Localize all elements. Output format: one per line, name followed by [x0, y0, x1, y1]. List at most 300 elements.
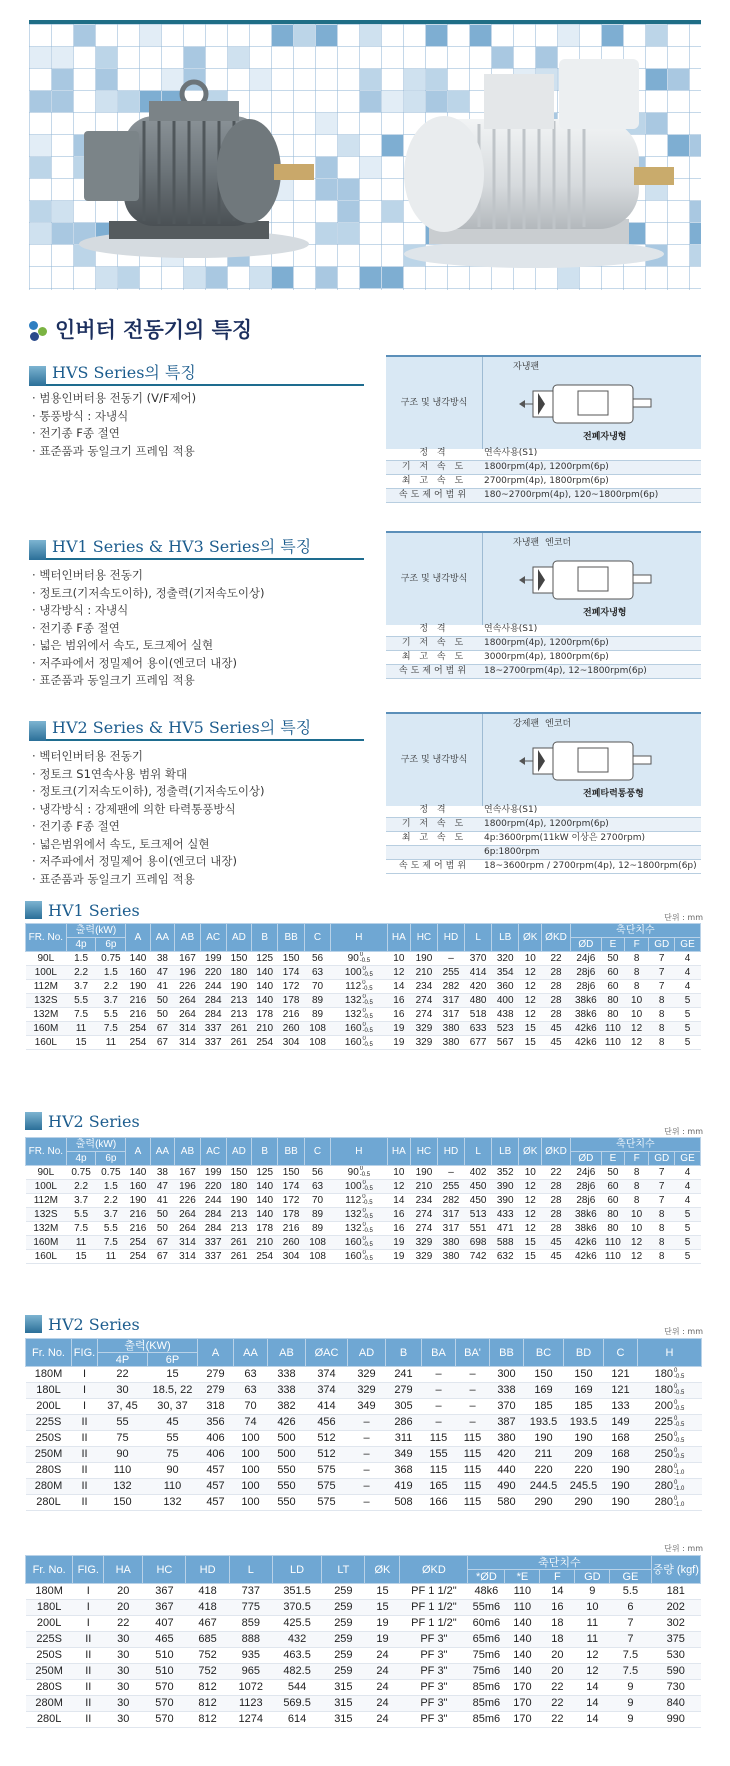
table-cell: 8 [649, 994, 675, 1008]
table-cell: 185 [564, 1399, 604, 1415]
table-cell: 8 [649, 1208, 675, 1222]
table-cell: 30 [104, 1632, 143, 1648]
table-cell: 304 [278, 1250, 305, 1264]
table-cell: 315 [322, 1712, 365, 1728]
table-cell: 90L [26, 952, 67, 966]
table-cell: 193.5 [564, 1415, 604, 1431]
column-header: BC [524, 1339, 564, 1367]
table-cell: 254 [126, 1022, 150, 1036]
table-cell: 24j6 [570, 952, 601, 966]
structure-label: 구조 및 냉각방식 [386, 714, 483, 806]
table-cell: 170 [505, 1712, 540, 1728]
spec-value: 2700rpm(4p), 1800rpm(6p) [484, 476, 609, 486]
header-row [26, 924, 701, 938]
table-cell: 590 [651, 1664, 701, 1680]
feature-item: · 벡터인버터용 전동기 [32, 748, 265, 766]
hv1-unit: 단위 : mm [664, 913, 703, 922]
table-cell: 20 [104, 1584, 143, 1600]
table-cell: 419 [386, 1479, 422, 1495]
column-header: HC [410, 1138, 437, 1166]
table-cell: PF 3" [400, 1680, 468, 1696]
table-cell: 8 [649, 1250, 675, 1264]
table-row [26, 1250, 701, 1264]
table-cell: 45 [542, 1036, 570, 1050]
tolerance [363, 994, 373, 1006]
hero-tile [184, 267, 205, 288]
hv2-large-table-title [25, 1315, 140, 1334]
table-cell: 220 [200, 966, 226, 980]
table-cell: 63 [305, 966, 331, 980]
spec-key: 정 격 [419, 448, 449, 458]
column-header: FIG. [73, 1556, 104, 1584]
hero-tile [250, 267, 271, 288]
tolerance [674, 1416, 684, 1428]
table-row [26, 952, 701, 966]
table-cell: 210 [252, 1236, 278, 1250]
table-cell: 10 [624, 1008, 648, 1022]
table-cell: 510 [143, 1648, 186, 1664]
tolerance [362, 1194, 372, 1206]
diagram-label: 엔코더 [545, 719, 572, 729]
table-cell: 12 [624, 1022, 648, 1036]
spec-key: 기 저 속 도 [401, 638, 467, 648]
table-cell: I [73, 1584, 104, 1600]
table-cell: I [73, 1616, 104, 1632]
table-cell: 80 [601, 1008, 624, 1022]
table-cell: 110 [601, 1236, 624, 1250]
table-cell: 210 [252, 1022, 278, 1036]
table-cell: 100 [234, 1431, 268, 1447]
table-cell: 45 [542, 1250, 570, 1264]
table-cell [330, 994, 387, 1008]
table-cell [330, 1250, 387, 1264]
hero-tile [690, 223, 701, 244]
table-cell: 75m6 [468, 1664, 505, 1680]
table-cell: 172 [278, 1194, 305, 1208]
column-header: 4p [66, 1152, 96, 1166]
table-cell: 140 [252, 980, 278, 994]
table-cell: 28 [542, 1222, 570, 1236]
cell-value: 160 [344, 1251, 362, 1262]
column-header: ØK [365, 1556, 400, 1584]
hv2-large-unit: 단위 : mm [664, 1327, 703, 1336]
table-cell: 5 [675, 1222, 701, 1236]
table-cell: 115 [422, 1463, 456, 1479]
column-header: AB [175, 1138, 201, 1166]
table-cell: 7 [649, 952, 675, 966]
table-cell: 7.5 [610, 1664, 651, 1680]
table-cell: 457 [198, 1495, 234, 1511]
table-cell: 150 [524, 1367, 564, 1383]
feature-item: · 정토크(기저속도이하), 정출력(기저속도이상) [32, 783, 265, 801]
tolerance-upper: 0 [674, 1464, 678, 1471]
table-cell: 255 [437, 966, 464, 980]
table-cell: 314 [175, 1250, 201, 1264]
table-cell: 12 [519, 966, 542, 980]
table-cell: 190 [604, 1495, 638, 1511]
column-header: AB [268, 1339, 306, 1367]
column-header: F [624, 938, 648, 952]
table-cell: 42k6 [570, 1236, 601, 1250]
hero-tile [228, 47, 249, 68]
table-cell: 42k6 [570, 1022, 601, 1036]
column-header: Fr. No. [26, 1339, 72, 1367]
table-cell: 329 [410, 1036, 437, 1050]
spec-key: 정 격 [419, 805, 449, 815]
hero-tile [558, 25, 579, 46]
column-header: 축단치수 [570, 1138, 700, 1152]
table-cell: 210 [410, 1180, 437, 1194]
table-cell: 15 [148, 1367, 198, 1383]
feature-item: · 넓은범위에서 속도, 토크제어 실현 [32, 836, 265, 854]
header-row [26, 1556, 701, 1570]
column-header: 축단치수 [570, 924, 700, 938]
spec-row [386, 860, 701, 874]
table-cell: 125 [252, 952, 278, 966]
table-cell: 254 [252, 1036, 278, 1050]
tolerance [674, 1448, 684, 1460]
table-cell: 752 [186, 1664, 229, 1680]
table-cell: 4 [675, 952, 701, 966]
tolerance-lower: -0.5 [359, 1172, 371, 1179]
table-cell: 10 [624, 1222, 648, 1236]
table-cell [638, 1495, 702, 1511]
structure-label: 구조 및 냉각방식 [386, 357, 483, 449]
table-cell: 16 [387, 994, 410, 1008]
tolerance [674, 1384, 684, 1396]
tolerance [360, 952, 370, 964]
table-cell: 30, 37 [148, 1399, 198, 1415]
feature-item: · 저주파에서 정밀제어 용이(엔코더 내장) [32, 655, 265, 673]
table-cell: 284 [200, 994, 226, 1008]
table-cell: 55m6 [468, 1600, 505, 1616]
table-cell: 329 [410, 1236, 437, 1250]
table-cell [638, 1383, 702, 1399]
table-cell: 261 [226, 1250, 252, 1264]
column-header: AB [175, 924, 201, 952]
table-cell: 315 [322, 1696, 365, 1712]
table-cell: 390 [492, 1180, 519, 1194]
table-cell: 181 [651, 1584, 701, 1600]
table-cell: 259 [322, 1632, 365, 1648]
table-cell: 216 [126, 1208, 150, 1222]
tolerance-lower: -0.5 [362, 1014, 373, 1021]
table-cell: 264 [175, 1008, 201, 1022]
hero-tile [140, 25, 161, 46]
column-header: C [305, 1138, 331, 1166]
feature-item: · 표준품과 동일크기 프레임 적용 [32, 443, 196, 461]
table-cell: 110 [601, 1022, 624, 1036]
table-cell: 418 [186, 1600, 229, 1616]
column-header: BB [278, 1138, 305, 1166]
table-cell: 60 [601, 1180, 624, 1194]
tolerance [674, 1400, 684, 1412]
column-header: 중량 (kgf) [651, 1556, 701, 1584]
table-cell: 110 [505, 1584, 540, 1600]
table-cell: 65m6 [468, 1632, 505, 1648]
table-cell: 140 [505, 1648, 540, 1664]
tolerance-lower: -0.5 [362, 1214, 373, 1221]
table-cell: 274 [410, 1008, 437, 1022]
table-cell: 234 [410, 980, 437, 994]
table-cell: 15 [519, 1022, 542, 1036]
spec-value: 연속사용(S1) [484, 805, 538, 815]
table-cell: 132S [26, 1208, 67, 1222]
table-cell: 8 [649, 1008, 675, 1022]
table-cell: 15 [365, 1600, 400, 1616]
table-cell: 210 [410, 966, 437, 980]
column-header: AD [226, 924, 252, 952]
hero-tile [30, 47, 51, 68]
table-cell: 178 [252, 1008, 278, 1022]
table-cell: 7.5 [96, 1236, 126, 1250]
table-cell: 349 [386, 1447, 422, 1463]
diagram-label: 강제팬 [513, 719, 540, 729]
table-cell: 100 [234, 1447, 268, 1463]
table-cell: 280M [26, 1696, 73, 1712]
table-cell: 60 [601, 1194, 624, 1208]
table-cell: 3.7 [66, 980, 96, 994]
spec-box [386, 712, 701, 874]
table-cell: 28 [542, 966, 570, 980]
table-cell: 63 [234, 1367, 268, 1383]
table-cell: II [72, 1447, 98, 1463]
table-cell: 150 [226, 952, 252, 966]
table-cell: 168 [604, 1447, 638, 1463]
table-cell: 22 [98, 1367, 148, 1383]
hv1-title-text: HV1 Series [48, 901, 140, 920]
table-cell: 100 [234, 1495, 268, 1511]
table-cell: 19 [387, 1250, 410, 1264]
diagram-caption: 전폐자냉형 [583, 608, 627, 618]
cell-value: 180 [654, 1384, 673, 1396]
table-cell [638, 1399, 702, 1415]
tolerance-upper: 0 [674, 1448, 678, 1455]
table-cell: 7.5 [610, 1648, 651, 1664]
table-cell: 38k6 [570, 994, 601, 1008]
table-cell: 0.75 [66, 1166, 96, 1180]
table-cell: 213 [226, 1222, 252, 1236]
table-cell: 370 [465, 952, 492, 966]
column-header: HD [186, 1556, 229, 1584]
column-header: GE [675, 1152, 701, 1166]
feature-item: · 정토크 S1연속사용 범위 확대 [32, 766, 265, 784]
table-cell: 167 [175, 952, 201, 966]
table-cell: 250S [26, 1648, 73, 1664]
table-row [26, 1680, 701, 1696]
table-cell: 7 [649, 1194, 675, 1208]
spec-row [386, 489, 701, 503]
table-cell: 108 [305, 1250, 331, 1264]
table-row [26, 1431, 702, 1447]
table-cell: 10 [519, 1166, 542, 1180]
table-cell: 1.5 [66, 952, 96, 966]
table-cell: II [72, 1431, 98, 1447]
table-cell: 38k6 [570, 1008, 601, 1022]
diagram-label: 자냉팬 [513, 538, 540, 548]
table-cell: – [422, 1399, 456, 1415]
features-section-title [29, 314, 252, 344]
table-cell: 28j6 [570, 980, 601, 994]
table-cell: 2.2 [96, 1194, 126, 1208]
table-row [26, 1367, 702, 1383]
column-header: BA' [456, 1339, 490, 1367]
table-cell: 12 [387, 1180, 410, 1194]
table-cell: 380 [437, 1036, 464, 1050]
table-cell: 14 [540, 1584, 575, 1600]
table-cell: 112M [26, 1194, 67, 1208]
table-cell: 75 [148, 1447, 198, 1463]
table-cell: 150 [226, 1166, 252, 1180]
column-header: HA [387, 924, 410, 952]
table-cell: II [72, 1463, 98, 1479]
table-cell: 140 [505, 1632, 540, 1648]
column-header: *E [505, 1570, 540, 1584]
table-cell: 14 [387, 1194, 410, 1208]
column-header: A [126, 924, 150, 952]
table-cell: 80 [601, 1222, 624, 1236]
column-header: Fr. No. [26, 1556, 73, 1584]
feature-item: · 냉각방식 : 자냉식 [32, 602, 265, 620]
hero-tile [206, 267, 227, 288]
table-cell: 374 [306, 1367, 348, 1383]
cell-value: 90 [347, 953, 359, 964]
table-cell: 132M [26, 1222, 67, 1236]
tolerance-lower: -0.5 [362, 1186, 373, 1193]
cell-value: 200 [654, 1400, 673, 1412]
table-cell: I [72, 1367, 98, 1383]
table-cell: 8 [649, 1222, 675, 1236]
table-cell: 812 [186, 1696, 229, 1712]
table-cell: 19 [365, 1632, 400, 1648]
tolerance-lower: -0.5 [362, 1256, 373, 1263]
cell-value: 132 [344, 995, 362, 1006]
table-cell: 338 [268, 1383, 306, 1399]
hv2-large-dimension-table-2 [25, 1555, 701, 1728]
table-cell: 180M [26, 1367, 72, 1383]
table-cell: 420 [490, 1447, 524, 1463]
table-cell: 30 [104, 1664, 143, 1680]
table-cell: 80 [601, 1208, 624, 1222]
table-cell: 10 [387, 952, 410, 966]
table-cell [330, 980, 387, 994]
table-row [26, 1180, 701, 1194]
column-header: AD [348, 1339, 386, 1367]
table-cell: 110 [148, 1479, 198, 1495]
column-header: F [540, 1570, 575, 1584]
table-cell: 24j6 [570, 1166, 601, 1180]
spec-value: 6p:1800rpm [484, 847, 540, 857]
column-header: BD [564, 1339, 604, 1367]
table-cell: 160M [26, 1022, 67, 1036]
table-cell: 172 [278, 980, 305, 994]
table-cell: 213 [226, 1008, 252, 1022]
table-cell: 16 [387, 1008, 410, 1022]
table-cell: 588 [492, 1236, 519, 1250]
table-cell: 216 [126, 994, 150, 1008]
table-cell: 338 [490, 1383, 524, 1399]
table-cell [638, 1463, 702, 1479]
table-cell: 337 [200, 1036, 226, 1050]
column-header: 6p [96, 1152, 126, 1166]
hero-tile [30, 223, 51, 244]
table-cell: 387 [490, 1415, 524, 1431]
tolerance [363, 1008, 373, 1020]
table-cell: 7 [610, 1616, 651, 1632]
table-cell: PF 3" [400, 1696, 468, 1712]
spec-row [386, 461, 701, 475]
table-cell: 108 [305, 1022, 331, 1036]
hero-tile [30, 91, 51, 112]
cell-value: 100 [344, 1181, 362, 1192]
column-header: HD [437, 924, 464, 952]
tolerance-upper: 0 [362, 966, 366, 973]
table-cell: 352 [492, 1166, 519, 1180]
table-cell: 368 [386, 1463, 422, 1479]
table-cell: PF 3" [400, 1664, 468, 1680]
column-header: ØD [570, 1152, 601, 1166]
column-header: AD [226, 1138, 252, 1166]
table-cell: 209 [564, 1447, 604, 1463]
table-cell: 8 [624, 1166, 648, 1180]
table-cell: 4 [675, 966, 701, 980]
table-cell: 12 [519, 1222, 542, 1236]
heading-bar [29, 540, 46, 560]
column-header: B [252, 1138, 278, 1166]
column-header: C [604, 1339, 638, 1367]
table-cell: 4 [675, 980, 701, 994]
table-cell: 60m6 [468, 1616, 505, 1632]
table-cell: 50 [601, 1166, 624, 1180]
table-cell: 8 [624, 1194, 648, 1208]
table-cell: 211 [524, 1447, 564, 1463]
table-cell: 935 [229, 1648, 272, 1664]
table-cell: – [348, 1463, 386, 1479]
table-cell: 18 [540, 1616, 575, 1632]
table-cell: 280L [26, 1712, 73, 1728]
table-cell: 255 [437, 1180, 464, 1194]
column-header: A [198, 1339, 234, 1367]
table-cell: 438 [492, 1008, 519, 1022]
table-row [26, 1696, 701, 1712]
section-bullet-icon [29, 321, 49, 341]
tolerance [363, 1250, 373, 1262]
table-row [26, 1236, 701, 1250]
table-cell: 518 [465, 1008, 492, 1022]
table-cell: 20 [540, 1664, 575, 1680]
column-header: GE [675, 938, 701, 952]
table-cell: 190 [524, 1431, 564, 1447]
table-cell: 402 [465, 1166, 492, 1180]
spec-row [386, 832, 701, 846]
spec-key: 정 격 [419, 624, 449, 634]
hv1-dimension-table [25, 923, 701, 1050]
table-cell: 337 [200, 1236, 226, 1250]
table-cell: 490 [490, 1479, 524, 1495]
product-hero-image [29, 20, 701, 290]
feature-item: · 저주파에서 정밀제어 용이(엔코더 내장) [32, 853, 265, 871]
table-cell: 457 [198, 1479, 234, 1495]
table-cell [330, 1180, 387, 1194]
table-cell: 407 [143, 1616, 186, 1632]
hero-tile [118, 267, 139, 288]
table-cell: 280S [26, 1680, 73, 1696]
tolerance-lower: -0.5 [362, 972, 373, 979]
table-cell: 22 [540, 1696, 575, 1712]
table-cell: 22 [542, 952, 570, 966]
table-cell: 15 [519, 1236, 542, 1250]
table-cell: – [456, 1415, 490, 1431]
